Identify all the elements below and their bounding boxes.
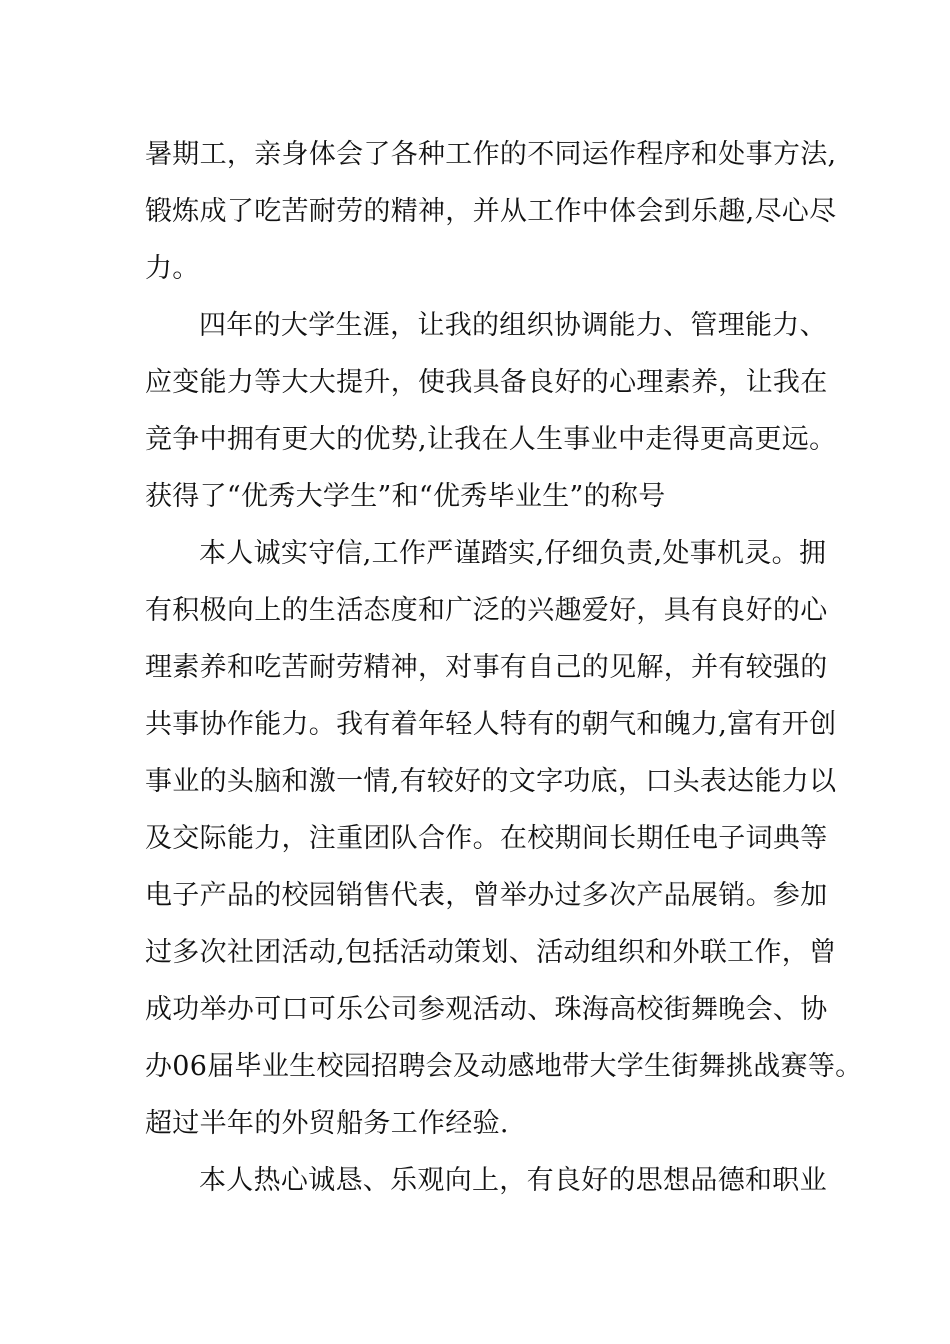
text-line: 竞争中拥有更大的优势,让我在人生事业中走得更高更远。 xyxy=(145,424,837,455)
text-line: 共事协作能力。我有着年轻人特有的朝气和魄力,富有开创 xyxy=(145,709,837,740)
text-line: 事业的头脑和激一情,有较好的文字功底，口头表达能力以 xyxy=(145,766,837,797)
text-line: 过多次社团活动,包括活动策划、活动组织和外联工作，曾 xyxy=(145,937,837,968)
document-body xyxy=(145,126,863,1209)
text-line: 电子产品的校园销售代表，曾举办过多次产品展销。参加 xyxy=(145,880,828,911)
text-line: 成功举办可口可乐公司参观活动、珠海高校街舞晚会、协 xyxy=(145,994,828,1025)
text-line: 获得了“优秀大学生”和“优秀毕业生”的称号 xyxy=(145,481,666,512)
text-line: 锻炼成了吃苦耐劳的精神，并从工作中体会到乐趣,尽心尽 xyxy=(145,196,837,227)
paragraph-start-line: 四年的大学生涯，让我的组织协调能力、管理能力、 xyxy=(199,310,827,341)
text-line: 有积极向上的生活态度和广泛的兴趣爱好，具有良好的心 xyxy=(145,595,828,626)
paragraph-start-line: 本人诚实守信,工作严谨踏实,仔细负责,处事机灵。拥 xyxy=(199,538,827,569)
text-line: 超过半年的外贸船务工作经验. xyxy=(145,1108,509,1139)
text-line: 理素养和吃苦耐劳精神，对事有自己的见解，并有较强的 xyxy=(145,652,828,683)
text-line: 应变能力等大大提升，使我具备良好的心理素养，让我在 xyxy=(145,367,828,398)
text-line: 力。 xyxy=(145,253,200,284)
text-line: 暑期工，亲身体会了各种工作的不同运作程序和处事方法, xyxy=(145,139,837,170)
paragraph-start-line: 本人热心诚恳、乐观向上，有良好的思想品德和职业 xyxy=(199,1165,827,1196)
text-line: 及交际能力，注重团队合作。在校期间长期任电子词典等 xyxy=(145,823,828,854)
text-line: 办06届毕业生校园招聘会及动感地带大学生街舞挑战赛等。 xyxy=(145,1051,863,1082)
